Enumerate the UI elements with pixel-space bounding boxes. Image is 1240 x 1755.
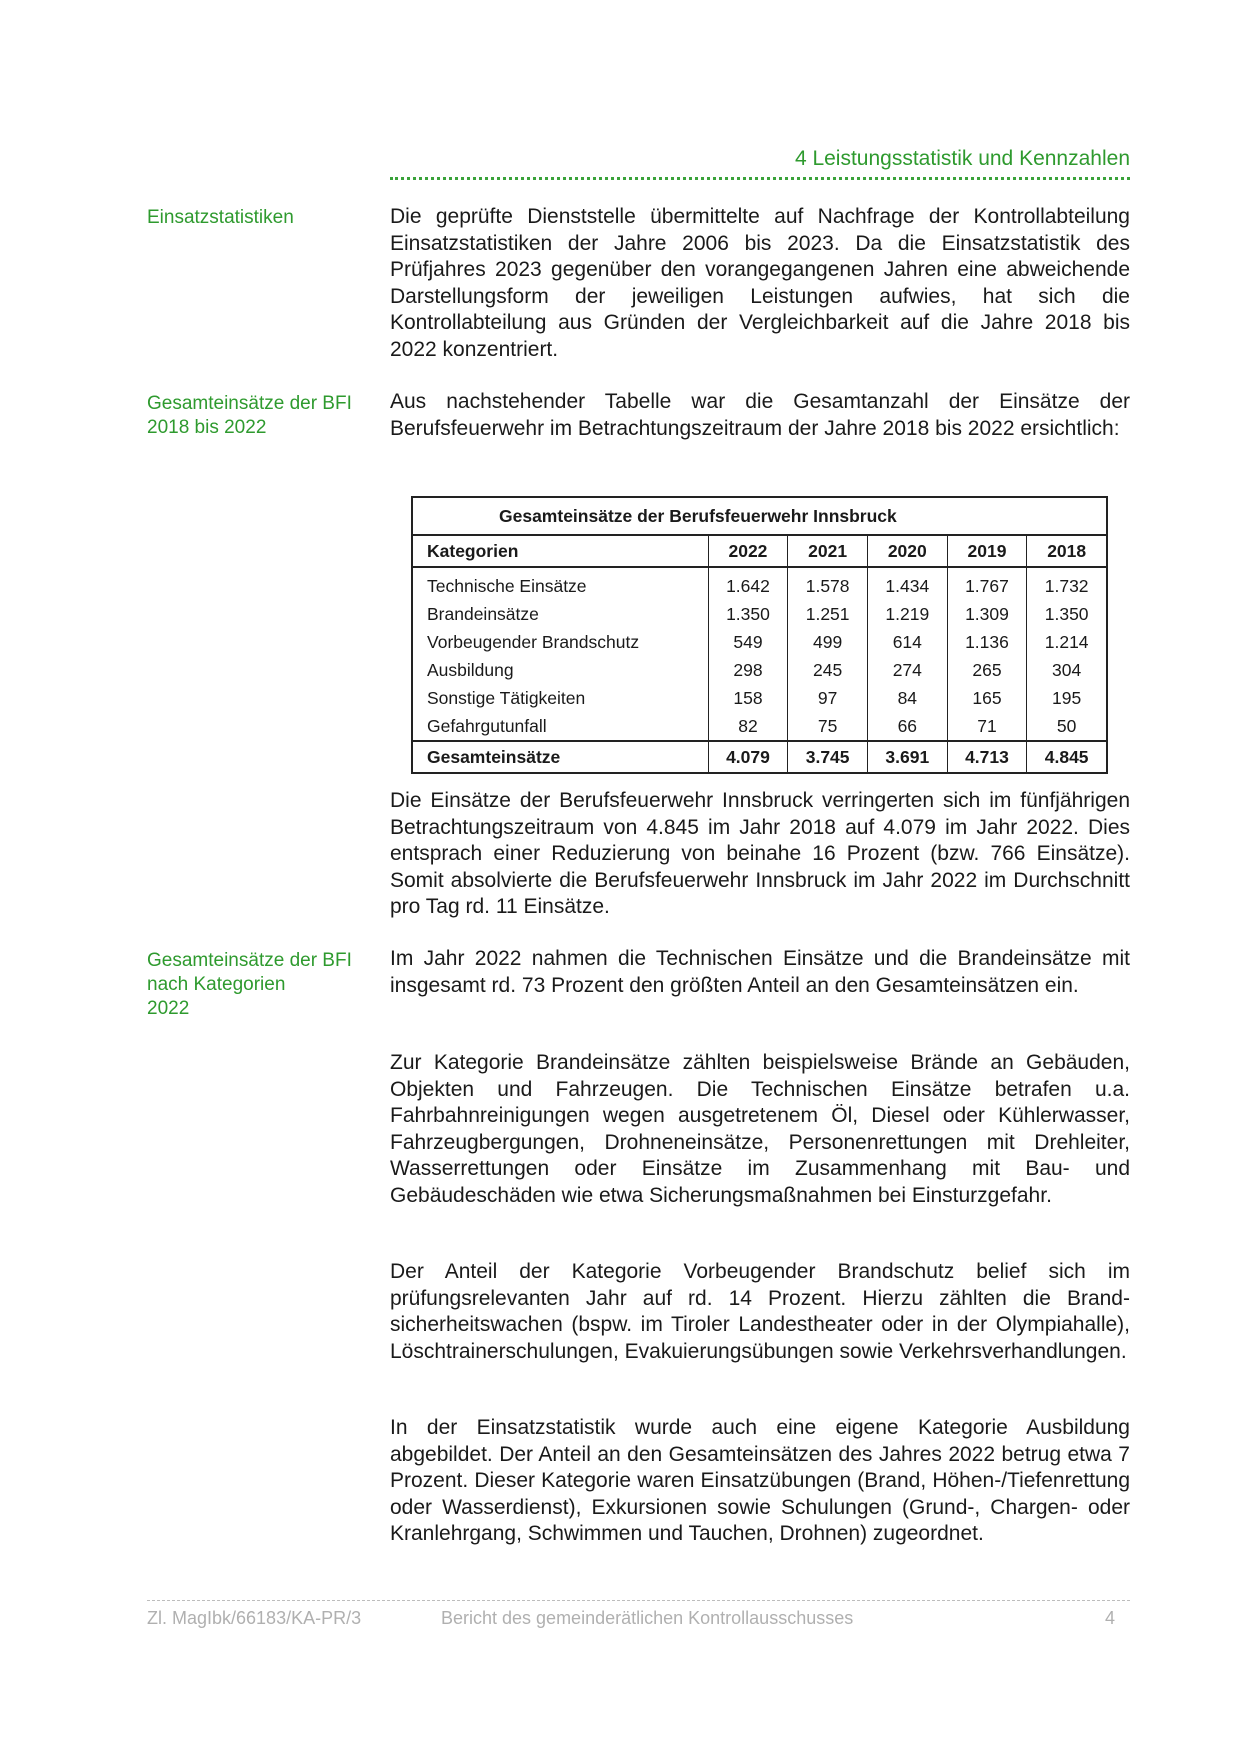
einsatz-table-container [411,496,1108,774]
table-cell: 165 [947,684,1027,712]
table-total-cell: 4.713 [947,741,1027,773]
table-title-row [412,497,1107,535]
table-cell: 1.251 [788,600,868,628]
paragraph-share-technical: Im Jahr 2022 nahmen die Technischen Einsätze und die Brandeinsätze mit insgesamt rd. 73 Prozent den größten Anteil an den Gesamteinsätzen ein. [390,947,1130,997]
paragraph-ausbildung: In der Einsatzstatistik wurde auch eine eigene Kategorie Ausbildung abgebildet. Der Anteil an den Gesamteinsätzen des Jahres 2022 betrug etwa 7 Prozent. Dieser Kategorie waren Einsatzübungen (Brand, Höhen-/Tiefenrettung oder Wasserdienst), Exkursionen sowie Schulungen (Grund-, Chargen- oder Kranlehrgang, Schwimmen und Tauchen, Drohnen) zugeordnet. [390,1416,1130,1545]
table-header-cell: Kategorien [412,535,708,567]
paragraph-intro: Die geprüfte Dienststelle übermittelte auf Nachfrage der Kontrollabteilung Einsatzstatistiken der Jahre 2006 bis 2023. Da die Einsatzstatistik des Prüfjahres 2023 gegenüber den vorangegangenen Jahren eine abweichende Darstellungsform der jeweiligen Leistungen aufwies, hat sich die Kontrollabteilung aus Gründen der Vergleichbarkeit auf die Jahre 2018 bis 2022 konzentriert. [390,205,1130,361]
table-cell: 1.214 [1027,628,1107,656]
margin-label-kategorien-2022 [147,949,377,1021]
table-cell: 84 [867,684,947,712]
table-cell: 71 [947,712,1027,741]
table-cell: 549 [708,628,788,656]
footer-divider [147,1600,1130,1601]
paragraph-reduction: Die Einsätze der Berufsfeuerwehr Innsbruck verringerten sich im fünfjährigen Betrachtungszeitraum von 4.845 im Jahr 2018 auf 4.079 im Jahr 2022. Dies entsprach einer Reduzierung von beinahe 16 Prozent (bzw. 766 Einsätze). Somit absolvierte die Berufsfeuerwehr Innsbruck im Jahr 2022 im Durchschnitt pro Tag rd. 11 Einsätze. [390,789,1130,918]
table-total-cell: 3.691 [867,741,947,773]
margin-label-line: 2022 [147,998,190,1019]
table-cell: 97 [788,684,868,712]
table-cell: 298 [708,656,788,684]
table-cell: 614 [867,628,947,656]
table-header-cell: 2018 [1027,535,1107,567]
margin-label-line: nach Kategorien [147,974,286,995]
margin-label-line: Gesamteinsätze der BFI [147,950,352,971]
margin-label-line: Gesamteinsätze der BFI [147,393,352,414]
table-cell: 1.578 [788,567,868,600]
table-cell: Brandeinsätze [427,603,539,624]
table-cell: 1.350 [708,600,788,628]
footer-report-title: Bericht des gemeinderätlichen Kontrollausschusses [441,1608,854,1628]
table-row [412,628,1107,656]
paragraph-table-intro: Aus nachstehender Tabelle war die Gesamtanzahl der Einsätze der Berufsfeuerwehr im Betrachtungszeitraum der Jahre 2018 bis 2022 ersichtlich: [390,390,1130,440]
margin-label-line: 2018 bis 2022 [147,417,267,438]
table-header-row [412,535,1107,567]
table-cell: 1.350 [1027,600,1107,628]
table-cell: 1.309 [947,600,1027,628]
table-cell: Sonstige Tätigkeiten [427,687,586,708]
table-cell: Vorbeugender Brandschutz [427,631,640,652]
table-row [412,600,1107,628]
margin-label-einsatzstatistiken [147,206,377,230]
table-cell: 245 [788,656,868,684]
table-header-cell: 2019 [947,535,1027,567]
table-header-cell: 2022 [708,535,788,567]
table-cell: 1.732 [1027,567,1107,600]
table-title: Gesamteinsätze der Berufsfeuerwehr Innsbruck [412,497,1107,535]
table-total-row [412,741,1107,773]
table-cell: 274 [867,656,947,684]
table-row [412,684,1107,712]
table-cell: Ausbildung [427,659,514,680]
table-row [412,567,1107,600]
chapter-heading: 4 Leistungsstatistik und Kennzahlen [794,147,1130,170]
table-total-cell: Gesamteinsätze [412,741,708,773]
table-cell: 1.434 [867,567,947,600]
table-cell: 1.219 [867,600,947,628]
table-cell: 75 [788,712,868,741]
footer-page-number: 4 [1104,1608,1115,1628]
table-cell: 265 [947,656,1027,684]
table-header-cell: 2020 [867,535,947,567]
paragraph-brandschutz: Der Anteil der Kategorie Vorbeugender Brandschutz belief sich im prüfungsrelevanten Jahr auf rd. 14 Prozent. Hierzu zählten die Brandsicherheitswachen (bspw. im Tiroler Landestheater oder in der Olympiahalle), Löschtrainerschulungen, Evakuierungsübungen sowie Verkehrsverhandlungen. [390,1260,1130,1363]
header-divider [390,177,1130,180]
table-cell: 66 [867,712,947,741]
table-row [412,712,1107,741]
table-row [412,656,1107,684]
table-cell: 158 [708,684,788,712]
footer-reference: Zl. MagIbk/66183/KA-PR/3 [147,1608,362,1628]
table-total-cell: 4.079 [708,741,788,773]
table-cell: 82 [708,712,788,741]
paragraph-brandeinsaetze: Zur Kategorie Brandeinsätze zählten beispielsweise Brände an Gebäuden, Objekten und Fahrzeugen. Die Technischen Einsätze betrafen u.a. Fahrbahnreinigungen wegen ausgetretenem Öl, Diesel oder Kühlerwasser, Fahrzeugbergungen, Drohneneinsätze, Personenrettungen mit Drehleiter, Wasserrettungen oder Einsätze im Zusammenhang mit Bau- und Gebäudeschäden wie etwa Sicherungsmaßnahmen bei Einsturzgefahr. [390,1051,1130,1207]
table-cell: Technische Einsätze [427,575,587,596]
table-cell: 1.642 [708,567,788,600]
table-cell: Gefahrgutunfall [427,715,547,736]
table-header-cell: 2021 [788,535,868,567]
table-cell: 50 [1027,712,1107,741]
margin-label-line: Einsatzstatistiken [147,207,294,228]
table-cell: 195 [1027,684,1107,712]
table-cell: 1.136 [947,628,1027,656]
table-cell: 1.767 [947,567,1027,600]
margin-label-gesamteinsaetze-2018-2022 [147,392,377,440]
einsatz-table [411,496,1108,774]
table-total-cell: 3.745 [788,741,868,773]
table-cell: 499 [788,628,868,656]
table-total-cell: 4.845 [1027,741,1107,773]
table-cell: 304 [1027,656,1107,684]
